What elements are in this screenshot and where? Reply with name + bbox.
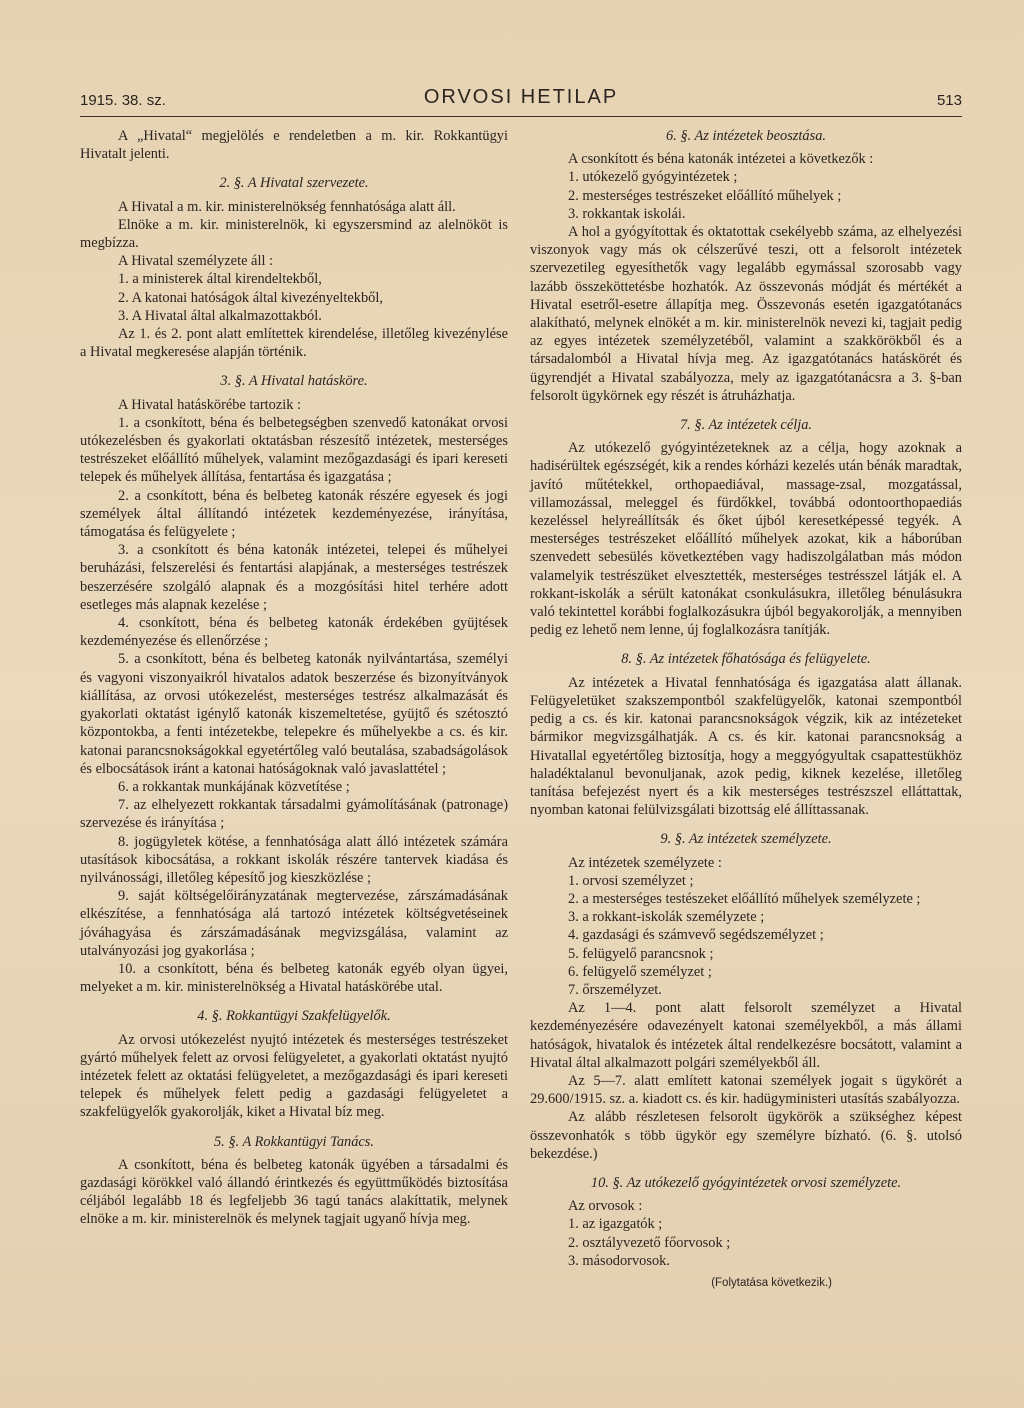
paragraph: 1. orvosi személyzet ;: [568, 872, 694, 889]
paragraph: 2. osztályvezető főorvosok ;: [568, 1234, 731, 1251]
paragraph: Az orvosok :: [568, 1198, 643, 1215]
paragraph: 3. a rokkant-iskolák személyzete ;: [568, 909, 765, 926]
paragraph: 3. A Hivatal által alkalmazottakból.: [118, 307, 322, 324]
paragraph: 9. saját költségelőirányzatának megtervezése, zárszámadásának elkészítése, a fennhatósága alá tartozó intézetek költségvetéseinek jóváhagyása és zárszámadásának megvizsgálása, valamint az utalványozási jog gyakorlása ;: [80, 888, 508, 959]
section-heading: 7. §. Az intézetek célja.: [679, 417, 812, 434]
paragraph: 5. felügyelő parancsnok ;: [568, 945, 714, 962]
section-heading: 5. §. A Rokkantügyi Tanács.: [213, 1133, 375, 1150]
paragraph: Az 5—7. alatt említett katonai személyek jogait s ügykörét a 29.600/1915. sz. a. kiadott cs. és kir. hadügyministeri utasítás szabályozza.: [530, 1072, 962, 1108]
paragraph: A csonkított és béna katonák intézetei a következők :: [568, 151, 874, 168]
paragraph: A Hivatal személyzete áll :: [118, 253, 274, 270]
paragraph: Az 1—4. pont alatt felsorolt személyzet a Hivatal kezdeményezésére odavezényelt katonai személyekből, a más állami hatóságok, hivatalok és intézetek által rendelkezésre bocsátott, valamint a Hivatal által alkalmazott polgári személyekből áll.: [530, 1000, 962, 1071]
section-heading: 10. §. Az utókezelő gyógyintézetek orvosi személyzete.: [590, 1174, 902, 1191]
paragraph: Az intézetek személyzete :: [568, 854, 722, 871]
paragraph: A „Hivatal“ megjelölés e rendeletben a m. kir. Rokkantügyi Hivatalt jelenti.: [80, 128, 508, 163]
paragraph: 4. gazdasági és számvevő segédszemélyzet ;: [568, 927, 824, 944]
paragraph: 1. az igazgatók ;: [568, 1216, 663, 1233]
issue-number: 1915. 38. sz.: [80, 92, 166, 109]
paragraph: Az orvosi utókezelést nyujtó intézetek és mesterséges testrészeket gyártó műhelyek felett az orvosi felügyeletet, a gyakorlati oktatást nyujtó intézetek felett az oktatási felügyeletet, a mezőgazdasági és ipari kereseti telepek és műhelyek felett pedig a gazdasági felügyeletet a szakfelügyelők gyakorolják, kiket a Hivatal bíz meg.: [80, 1031, 508, 1121]
paragraph: A hol a gyógyítottak és oktatottak csekélyebb száma, az elhelyezési viszonyok vagy más ok célszerűvé teszi, ott a felsorolt intézetek szervezetileg egyesíthetők vagy legalább egymással szorosabb vagy lazább összeköttetésbe hozhatók. Az összevonás módját és mértékét a Hivatal esetről-esetre állapítja meg. Összevonás esetén igazgatótanács alakítható, melynek elnökét a m. kir. ministerelnök nevezi ki, tagjait pedig az egyes intézetek személyzetéből, valamint a szakkörökből és a társadalomból a Hivatal hívja meg. Az igazgatótanács hatáskörét és ügyrendjét a Hivatal szabályozza, mely az igazgatótanácsra a 3. §-ban felsorolt ügykörnek egy részét is átruházhatja.: [530, 224, 962, 404]
section-heading: 9. §. Az intézetek személyzete.: [660, 831, 832, 848]
section-heading: 4. §. Rokkantügyi Szakfelügyelők.: [197, 1008, 391, 1025]
paragraph: Az intézetek a Hivatal fennhatósága és igazgatása alatt állanak. Felügyeletüket szakszempontból szakfelügyelők, katonai szempontból pedig a cs. és kir. katonai parancsnokságok végzik, kik az intézeteket bármikor megvizsgálhatják. A cs. és kir. katonai parancsnokság a Hivatallal egyetértőleg biztosítja, hogy a meggyógyultak csapattestükhöz haladéktalanul bevonuljanak, azok pedig, kiknek kezelése, illetőleg tanítása befejezést nyert és a kik mesterséges testrészszel elláttattak, nyomban katonai felülvizsgálati bizottság elé állíttassanak.: [530, 674, 962, 819]
page-header: [80, 86, 962, 117]
paragraph: A Hivatal hatáskörébe tartozik :: [118, 396, 302, 413]
paragraph: 1. a ministerek által kirendeltekből,: [118, 271, 322, 288]
journal-title: ORVOSI HETILAP: [423, 86, 619, 108]
section-heading: 3. §. A Hivatal hatásköre.: [220, 373, 368, 390]
paragraph: 1. a csonkított, béna és belbetegségben szenvedő katonákat orvosi utókezelésben és gyakorlati oktatásban részesítő intézetek, mesterséges testrészeket előállító műhelyek, valamint mezőgazdasági és ipari kereseti telepek és műhelyek állítása, fentartása és igazgatása ;: [80, 414, 508, 486]
right-column: [530, 127, 962, 1292]
paragraph: A Hivatal a m. kir. ministerelnökség fennhatósága alatt áll.: [118, 198, 456, 215]
paragraph: 5. a csonkított, béna és belbeteg katonák nyilvántartása, személyi és vagyoni viszonyaikról hivatalos adatok beszerzése és bizonyítványok kiállítása, az orvosi utókezelést, mesterséges testrész alkalmazását és gyakorlati oktatást igénylő katonák kiszemeltetése, gyüjtő és szétosztó központokba, a fenti intézetekbe, telepekre és műhelyekbe a cs. és kir. katonai parancsnokságokkal egyetértőleg való beutalása, szabadságolások és elbocsátások iránt a katonai hatóságoknak való javaslattétel ;: [80, 651, 508, 777]
paragraph: 3. rokkantak iskolái.: [568, 205, 686, 222]
section-heading: 2. §. A Hivatal szervezete.: [219, 175, 369, 192]
section-heading: 6. §. Az intézetek beosztása.: [665, 128, 826, 144]
paragraph: Az utókezelő gyógyintézeteknek az a célja, hogy azoknak a hadisérültek egészségét, kik a rendes kórházi kezelés után bénák maradtak, javító műtétekkel, orthopaediával, massage-zsal, mozgatással, villamozással, meleggel és fürdőkkel, továbbá odontoorthopaediás kezeléssel helyreállítsák és őket újból keresetképessé tegyék. A mesterséges testrészeket előállító műhelyek azokat, kik a háborúban szenvedett sebesülés következtében vagy hadiszolgálatban más módon valamelyik testrészüket elvesztették, mesterséges testrésszel látják el. A rokkant-iskolák a sérült katonákat csonkulásukra, illetőleg bénulásukra való tekintettel korábbi foglalkozásukra újból begyakorolják, a mennyiben pedig ez lehető nem lenne, új foglalkozásra tanítják.: [530, 440, 962, 639]
paragraph: 10. a csonkított, béna és belbeteg katonák egyéb olyan ügyei, melyeket a m. kir. ministerelnökség a Hivatal hatáskörébe utal.: [80, 960, 508, 996]
paragraph: 7. őrszemélyzet.: [568, 981, 662, 998]
paragraph: Elnöke a m. kir. ministerelnök, ki egyszersmind az alelnököt is megbízza.: [80, 216, 508, 252]
paragraph: 7. az elhelyezett rokkantak társadalmi gyámolításának (patronage) szervezése és irányítása ;: [80, 797, 508, 832]
paragraph: 1. utókezelő gyógyintézetek ;: [568, 169, 738, 186]
paragraph: 3. másodorvosok.: [568, 1252, 670, 1269]
paragraph: 2. mesterséges testrészeket előállító műhelyek ;: [568, 187, 842, 204]
paragraph: 4. csonkított, béna és belbeteg katonák érdekében gyüjtések kezdeményezése és ellenőrzése ;: [80, 615, 508, 650]
paragraph: 6. a rokkantak munkájának közvetítése ;: [118, 778, 350, 795]
paragraph: A csonkított, béna és belbeteg katonák ügyében a társadalmi és gazdasági körökkel való állandó érintkezés és együttműködés biztosítása céljából legalább 18 és legfeljebb 36 tagú tanács alakíttatik, melynek elnöke a m. kir. ministerelnök és melynek tagjait ugyanő hívja meg.: [80, 1156, 508, 1228]
continuation-note: (Folytatása következik.): [711, 1276, 832, 1289]
paragraph: 3. a csonkított és béna katonák intézetei, telepei és műhelyei beruházási, felszerelési és fentartási alapjának, a mesterséges testrészek beszerzésére szolgáló alapnak és a mozgósítási hitel terhére adott esetleges más alapnak kezelése ;: [80, 542, 508, 613]
page-number: 513: [936, 92, 962, 109]
paragraph: 6. felügyelő személyzet ;: [568, 963, 712, 980]
paragraph: 2. A katonai hatóságok által kivezényeltekből,: [118, 289, 383, 306]
section-heading: 8. §. Az intézetek főhatósága és felügyelete.: [621, 651, 871, 668]
paragraph: 2. a csonkított, béna és belbeteg katonák részére egyesek és jogi személyek által állítandó intézetek kezdeményezése, irányítása, támogatása és felügyelete ;: [80, 487, 508, 541]
paragraph: Az alább részletesen felsorolt ügykörök a szükséghez képest összevonhatók s több ügykör egy személyre bízható. (6. §. utolsó bekezdése.): [530, 1109, 962, 1162]
left-column: [80, 127, 508, 1229]
paragraph: 8. jogügyletek kötése, a fennhatósága alatt álló intézetek számára utasítások kibocsátása, a rokkant iskolák részére tantervek kiadása és nyilvánossági, illetőleg képesítő jog kieszközlése ;: [80, 833, 508, 886]
paragraph: Az 1. és 2. pont alatt említettek kirendelése, illetőleg kivezénylése a Hivatal megkeresése alapján történik.: [80, 326, 508, 361]
paragraph: 2. a mesterséges testészeket előállító műhelyek személyzete ;: [568, 890, 921, 907]
